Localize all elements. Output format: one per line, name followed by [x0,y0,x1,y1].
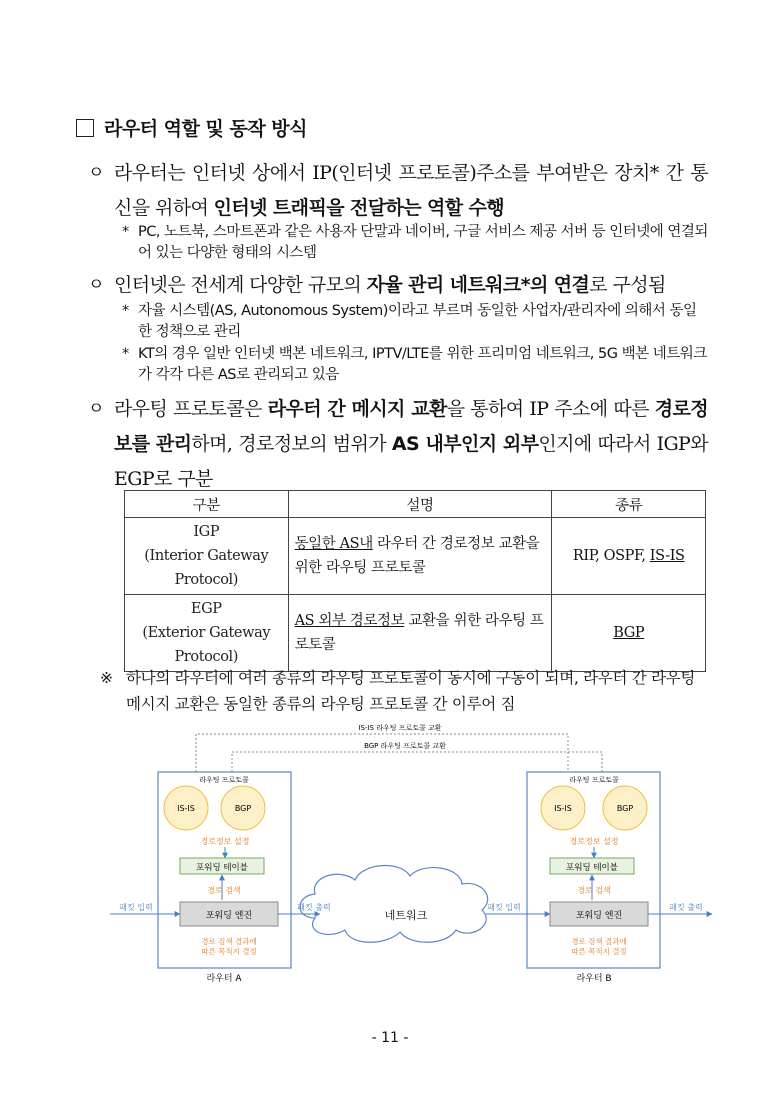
page-number: - 11 - [371,1030,409,1046]
forwarding-engine-label: 포워딩 엔진 [205,911,253,921]
forwarding-table-label: 포워딩 테이블 [566,863,618,873]
note-kt: * KT의 경우 일반 인터넷 백본 네트워크, IPTV/LTE를 위한 프리미엄 네트워크, 5G 백본 네트워크가 각각 다른 AS로 관리되고 있음 [122,346,707,383]
bgp-label: BGP [234,804,252,813]
bullet-internet-structure: ㅇ 인터넷은 전세계 다양한 규모의 자율 관리 네트워크*의 연결로 구성됨 [88,268,708,303]
circle-bullet-icon: ㅇ [88,399,104,419]
forwarding-engine-label: 포워딩 엔진 [575,911,623,921]
forwarding-table-label: 포워딩 테이블 [196,863,248,873]
route-lookup-label: 경로 검색 [207,886,241,895]
circle-bullet-icon: ㅇ [88,275,104,295]
table-row: IGP (Interior Gateway Protocol) 동일한 AS내 라우터 간 경로정보 교환을 위한 라우팅 프로토콜 RIP, OSPF, IS-IS [125,518,706,595]
packet-out-label: 패킷 출력 [297,903,331,912]
isis-exchange-label: IS-IS 라우팅 프로토콜 교환 [358,724,442,732]
note-as: * 자율 시스템(AS, Autonomous System)이라고 부르며 동일한 사업자/관리자에 의해서 동일한 정책으로 관리 [122,303,697,340]
note-devices: * PC, 노트북, 스마트폰과 같은 사용자 단말과 네이버, 구글 서비스 제공 서버 등 인터넷에 연결되어 있는 다양한 형태의 시스템 [122,224,708,261]
table-header: 구분 [125,491,289,518]
network-label: 네트워크 [384,909,428,922]
route-lookup-label: 경로 검색 [577,886,611,895]
section-heading: 라우터 역할 및 동작 방식 [76,114,307,141]
remark: ※ 하나의 라우터에 여러 종류의 라우팅 프로토콜이 동시에 구동이 되며, 라우터 간 라우팅 메시지 교환은 동일한 종류의 라우팅 프로토콜 간 이루어 짐 [100,669,696,713]
route-setup-label: 경로정보 설정 [200,837,250,846]
packet-out-label: 패킷 출력 [669,903,703,912]
result-label: 따른 목적지 결정 [571,947,627,956]
bgp-exchange-label: BGP 라우팅 프로토콜 교환 [364,742,446,750]
isis-label: IS-IS [554,804,572,813]
packet-in-label: 패킷 입력 [487,903,521,912]
circle-bullet-icon: ㅇ [88,163,104,183]
result-label: 경로 검색 결과에 [571,937,627,946]
table-row: EGP (Exterior Gateway Protocol) AS 외부 경로정보 교환을 위한 라우팅 프로토콜 BGP [125,595,706,672]
router-a-label: 라우터 A [206,974,242,984]
router-b-label: 라우터 B [576,974,612,984]
result-label: 경로 검색 결과에 [201,937,257,946]
bullet-routing-protocol: ㅇ 라우팅 프로토콜은 라우터 간 메시지 교환을 통하여 IP 주소에 따른 경로정보를 관리하며, 경로정보의 범위가 AS 내부인지 외부인지에 따라서 IGP와 EGP로 구분 [88,392,708,497]
route-setup-label: 경로정보 설정 [569,837,619,846]
checkbox-square-icon [76,119,94,137]
routing-protocol-label: 라우팅 프로토콜 [569,776,619,784]
router-diagram [100,718,720,990]
isis-exchange-line [196,734,568,776]
isis-label: IS-IS [177,804,195,813]
routing-protocol-label: 라우팅 프로토콜 [199,776,249,784]
table-header: 설명 [288,491,552,518]
result-label: 따른 목적지 결정 [201,947,257,956]
bullet-router-role: ㅇ 라우터는 인터넷 상에서 IP(인터넷 프로토콜)주소를 부여받은 장치* 간 통신을 위하여 인터넷 트래픽을 전달하는 역할 수행 [88,156,708,226]
packet-in-label: 패킷 입력 [119,903,153,912]
protocol-table [124,490,706,672]
table-header-row [125,491,706,518]
bgp-label: BGP [616,804,634,813]
table-header: 종류 [552,491,706,518]
